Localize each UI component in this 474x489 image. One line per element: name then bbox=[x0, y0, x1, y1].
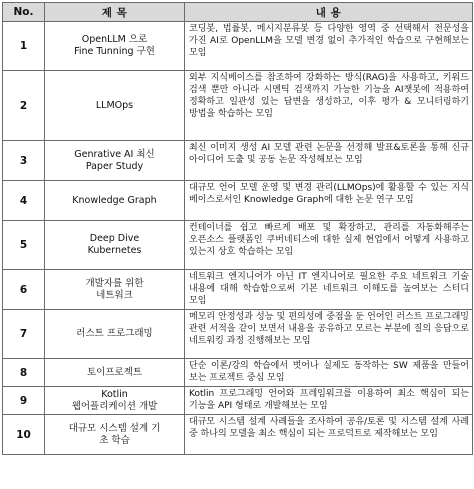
row-number: 7 bbox=[3, 310, 45, 359]
row-title: OpenLLM 으로 Fine Tunning 구현 bbox=[74, 34, 155, 57]
row-content: 최신 이미지 생성 AI 모델 관련 논문을 선정해 발표&토론을 통해 신규 아이디어 도출 및 공동 논문 작성해보는 모임 bbox=[185, 141, 473, 181]
table-row bbox=[3, 181, 473, 221]
row-content: 메모리 안정성과 성능 및 편의성에 중점을 둔 언어인 러스트 프로그래밍 관련 서적을 같이 보면서 내용을 공유하고 모르는 부분에 질의 응답으로 네트워킹 과정 진행해보는 모임 bbox=[185, 310, 473, 359]
row-content: 단순 이론/강의 학습에서 벗어나 실제도 동작하는 SW 제품을 만들어 보는 프로젝트 중심 모임 bbox=[185, 359, 473, 387]
row-content: 코딩봇, 법률봇, 메시지분류봇 등 다양한 영역 중 선택해서 전문성을 가진 AI로 OpenLLM을 모델 변경 없이 추가적인 학습으로 구현해보는 모임 bbox=[185, 22, 473, 71]
row-title: 개발자를 위한 네트워크 bbox=[85, 277, 144, 301]
row-title: Genrative AI 최신 Paper Study bbox=[74, 148, 155, 172]
study-group-table-container bbox=[2, 2, 472, 485]
row-content: Kotlin 프로그래밍 언어와 프레임워크를 이용하여 최소 핵심이 되는 기능을 API 형태로 개발해보는 모임 bbox=[185, 387, 473, 415]
row-title: 토이프로젝트 bbox=[86, 366, 143, 378]
table-row bbox=[3, 310, 473, 359]
row-content: 컨테이너를 쉽고 빠르게 배포 및 확장하고, 관리를 자동화해주는 오픈소스 플랫폼인 쿠버네티스에 대한 실제 현업에서 어떻게 사용하고 있는지 상호 학습하는 모임 bbox=[185, 221, 473, 270]
row-content: 대규모 언어 모델 운영 및 변경 관리(LLMOps)에 활용할 수 있는 지식 베이스로서인 Knowledge Graph에 대한 논문 연구 모임 bbox=[185, 181, 473, 221]
row-content: 대규모 시스템 설계 사례들을 조사하여 공유/토론 및 시스템 설계 사례 중 하나의 모델을 최소 핵심이 되는 프로덕트로 제작해보는 모임 bbox=[185, 415, 473, 455]
header-title: 제 목 bbox=[45, 3, 185, 22]
table-row bbox=[3, 415, 473, 455]
table-row bbox=[3, 359, 473, 387]
table-row bbox=[3, 270, 473, 310]
row-number: 2 bbox=[3, 71, 45, 141]
row-title: Deep Dive Kubernetes bbox=[87, 233, 142, 256]
header-content: 내 용 bbox=[185, 3, 473, 22]
study-group-table bbox=[2, 2, 473, 455]
row-title: 러스트 프로그래밍 bbox=[76, 328, 153, 339]
row-title: Knowledge Graph bbox=[72, 194, 157, 206]
row-number: 8 bbox=[3, 359, 45, 387]
header-row bbox=[3, 3, 473, 22]
row-title: 대규모 시스템 설계 기 초 학습 bbox=[68, 422, 161, 446]
row-number: 4 bbox=[3, 181, 45, 221]
row-number: 6 bbox=[3, 270, 45, 310]
row-content: 네트워크 엔지니어가 아닌 IT 엔지니어로 필요한 주요 네트워크 기술 내용에 대해 학습함으로써 기본 네트워크 이해도를 높여보는 스터디 모임 bbox=[185, 270, 473, 310]
header-no: No. bbox=[3, 3, 45, 22]
row-title: LLMOps bbox=[95, 99, 134, 111]
row-title: Kotlin 웹어플리케이션 개발 bbox=[71, 388, 158, 412]
row-number: 9 bbox=[3, 387, 45, 415]
table-row bbox=[3, 141, 473, 181]
table-row bbox=[3, 221, 473, 270]
row-number: 5 bbox=[3, 221, 45, 270]
row-content: 외부 지식베이스를 참조하여 강화하는 방식(RAG)을 사용하고, 키워드 검색 뿐만 아니라 시멘틱 검색까지 가능한 기능을 AI챗봇에 적용하여 정확하고 일관성 있는 답변을 생성하고, 이후 평가 & 모니터링하기 방법을 학습하는 모임 bbox=[185, 71, 473, 141]
table-row bbox=[3, 387, 473, 415]
row-number: 3 bbox=[3, 141, 45, 181]
row-number: 10 bbox=[3, 415, 45, 455]
table-row bbox=[3, 22, 473, 71]
table-row bbox=[3, 71, 473, 141]
row-number: 1 bbox=[3, 22, 45, 71]
